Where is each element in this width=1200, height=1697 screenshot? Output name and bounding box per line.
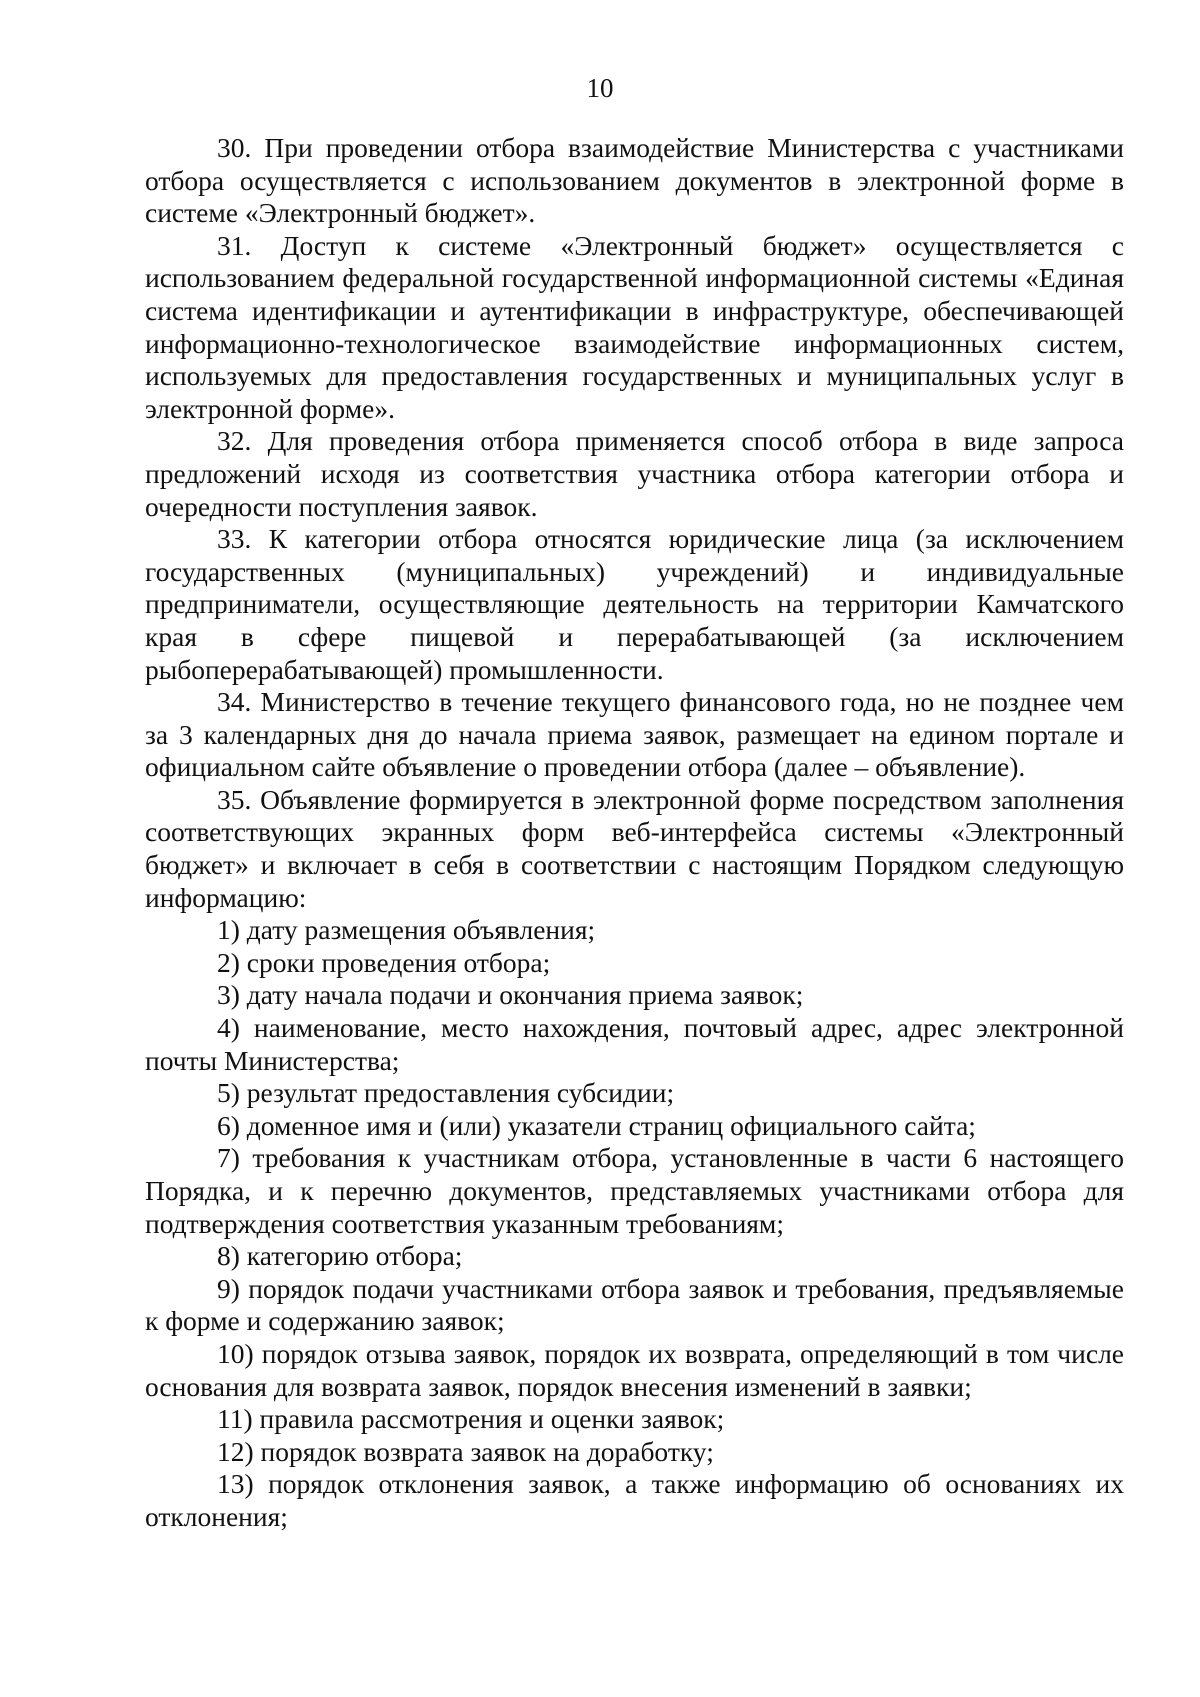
paragraph-30: 30. При проведении отбора взаимодействие Министерства с участниками отбора осуществляется с использованием документов в электронной форме в системе «Электронный бюджет». — [145, 132, 1124, 229]
paragraph-32: 32. Для проведения отбора применяется способ отбора в виде запроса предложений исходя из соответствия участника отбора категории отбора и очередности поступления заявок. — [145, 425, 1124, 522]
list-item-6: 6) доменное имя и (или) указатели страниц официального сайта; — [217, 1109, 976, 1141]
document-body — [145, 132, 1124, 1534]
list-item-10: 10) порядок отзыва заявок, порядок их возврата, определяющий в том числе основания для возврата заявок, порядок внесения изменений в заявки; — [145, 1337, 1124, 1402]
list-item-7: 7) требования к участникам отбора, установленные в части 6 настоящего Порядка, и к перечню документов, представляемых участниками отбора для подтверждения соответствия указанным требованиям; — [145, 1142, 1124, 1239]
list-item-9: 9) порядок подачи участниками отбора заявок и требования, предъявляемые к форме и содержанию заявок; — [145, 1272, 1124, 1337]
list-item-13: 13) порядок отклонения заявок, а также информацию об основаниях их отклонения; — [145, 1468, 1124, 1532]
paragraph-33: 33. К категории отбора относятся юридические лица (за исключением государственных (муниципальных) учреждений) и индивидуальные предприниматели, осуществляющие деятельность на территории Камчатского края в сфере пищевой и перерабатывающей (за исключением рыбоперерабатывающей) промышленности. — [145, 523, 1124, 685]
list-item-3: 3) дату начала подачи и окончания приема заявок; — [217, 979, 804, 1011]
paragraph-31: 31. Доступ к системе «Электронный бюджет» осуществляется с использованием федеральной государственной информационной системы «Единая система идентификации и аутентификации в инфраструктуре, обеспечивающей информационно-технологическое взаимодействие информационных систем, используемых для предоставления государственных и муниципальных услуг в электронной форме». — [145, 229, 1124, 424]
paragraph-34: 34. Министерство в течение текущего финансового года, но не позднее чем за 3 календарных дня до начала приема заявок, размещает на едином портале и официальном сайте объявление о проведении отбора (далее – объявление). — [145, 686, 1124, 783]
list-item-1: 1) дату размещения объявления; — [217, 914, 596, 946]
list-item-4: 4) наименование, место нахождения, почтовый адрес, адрес электронной почты Министерства; — [145, 1012, 1124, 1076]
list-item-5: 5) результат предоставления субсидии; — [217, 1077, 675, 1109]
page-number: 10 — [586, 73, 614, 103]
paragraph-35: 35. Объявление формируется в электронной форме посредством заполнения соответствующих экранных форм веб-интерфейса системы «Электронный бюджет» и включает в себя в соответствии с настоящим Порядком следующую информацию: — [145, 783, 1124, 913]
list-item-2: 2) сроки проведения отбора; — [217, 946, 551, 978]
list-item-12: 12) порядок возврата заявок на доработку; — [217, 1435, 714, 1467]
list-item-8: 8) категорию отбора; — [217, 1240, 463, 1272]
list-item-11: 11) правила рассмотрения и оценки заявок; — [217, 1403, 725, 1435]
